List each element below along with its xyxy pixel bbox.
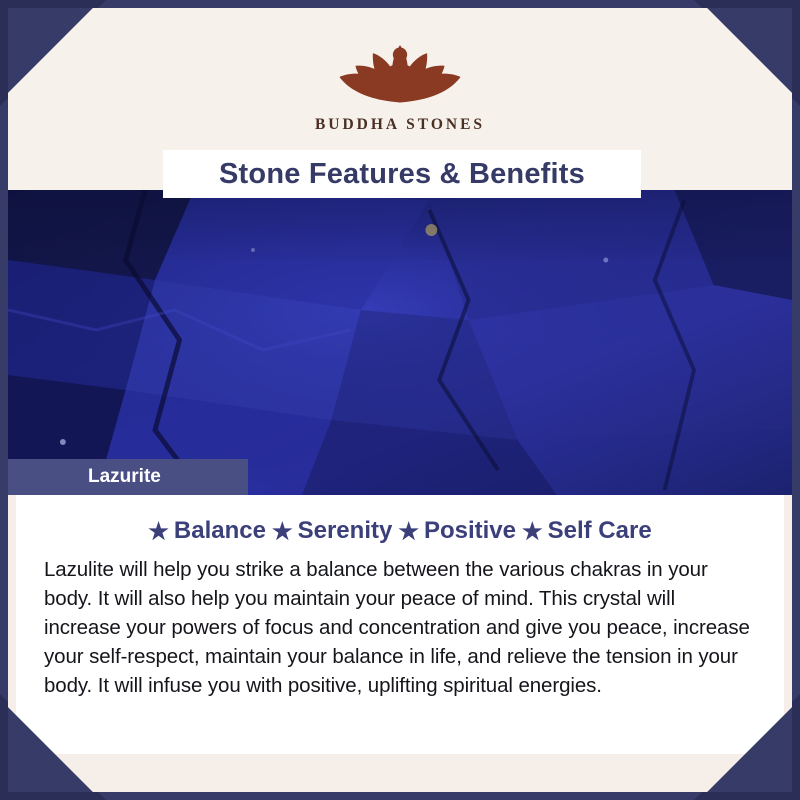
star-icon: ★ [398,517,419,544]
brand-logo [8,8,792,134]
keyword-item [148,517,266,545]
keyword-label: Self Care [547,517,652,544]
star-icon: ★ [522,517,543,544]
keyword-label: Balance [173,517,266,544]
page-title-text: Stone Features & Benefits [219,157,585,190]
keyword-label: Serenity [297,517,393,544]
keyword-item [272,517,392,545]
stone-name-tag [8,459,248,495]
brand-name: BUDDHA STONES [314,116,486,133]
star-icon: ★ [148,517,169,544]
description-text: Lazulite will help you strike a balance between the various chakras in your body. It will also help you maintain your peace of mind. This crystal will increase your powers of focus and concentration and give you peace, increase your self-respect, maintain your balance in life, and relieve the tension in your body. It will infuse you with positive, uplifting spiritual energies. [44,558,750,698]
stone-photo [8,190,792,495]
page-title [163,150,641,198]
keyword-label: Positive [423,517,516,544]
content-panel [16,495,784,754]
keyword-list [44,517,756,545]
stone-photo-image [8,190,792,495]
keyword-item [522,517,652,545]
poster-inner [8,8,792,792]
stone-name-text: Lazurite [88,466,161,487]
keyword-item [398,517,516,545]
lotus-meditation-icon [320,26,480,112]
star-icon: ★ [271,517,293,544]
